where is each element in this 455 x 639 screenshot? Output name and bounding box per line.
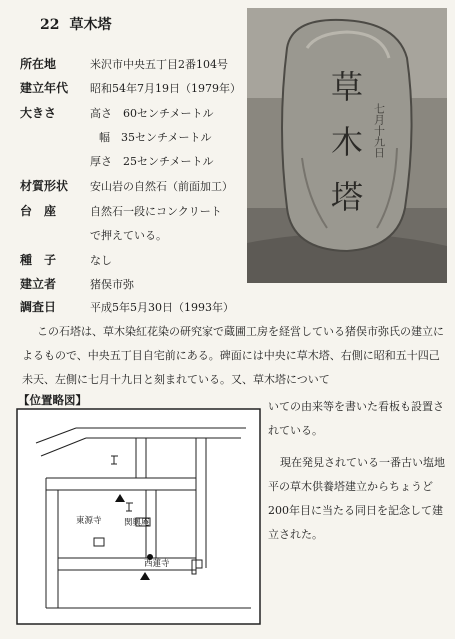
map-label-saihoji: 西蓮寺 [144, 559, 170, 569]
field-value-builder: 猪俣市弥 [90, 278, 134, 291]
field-label-size: 大きさ [20, 106, 57, 120]
field-value-seed: なし [90, 254, 112, 267]
monument-photo [247, 8, 447, 283]
field-label-location: 所在地 [20, 57, 57, 71]
field-label-pedestal: 台 座 [20, 204, 57, 218]
field-value-depth: 厚さ 25センチメートル [90, 155, 214, 168]
field-value-pedestal: 自然石一段にコンクリート [90, 205, 222, 218]
body-paragraph: この石塔は、草木染紅花染の研究家で蔵圃工房を経営している猪俣市弥氏の建立によるもので、中央五丁目自宅前にある。碑面には中央に草木塔、右側に昭和五十四己未天、左側に七月十九日と刻まれている。又、草木塔について [22, 325, 444, 386]
stone-char-3: 塔 [330, 178, 364, 216]
side-text [268, 395, 448, 547]
field-value-pedestal-cont: で押えている。 [90, 229, 167, 242]
stone-char-1: 草 [330, 68, 364, 106]
page-title [40, 14, 111, 34]
map-heading: 【位置略図】 [18, 393, 87, 407]
field-label-seed: 種 子 [20, 253, 57, 267]
stone-char-2: 木 [330, 123, 364, 161]
entry-title: 草木塔 [69, 17, 112, 33]
location-map [16, 408, 261, 625]
entry-number: 22 [40, 17, 60, 33]
field-label-material: 材質形状 [20, 179, 69, 193]
field-label-era: 建立年代 [20, 81, 69, 95]
stone-side-inscription: 七月十九日 [372, 103, 386, 158]
field-value-width: 幅 35センチメートル [99, 131, 212, 144]
field-label-builder: 建立者 [20, 277, 57, 291]
map-label-dokoan: 関興庵 [124, 518, 150, 528]
field-value-location: 米沢市中央五丁目2番104号 [90, 58, 228, 71]
field-value-material: 安山岩の自然石（前面加工） [90, 180, 233, 193]
field-value-height: 高さ 60センチメートル [90, 107, 214, 120]
field-label-survey-date: 調査日 [20, 300, 57, 314]
field-value-era: 昭和54年7月19日（1979年） [90, 82, 241, 95]
map-label-higashigenji: 東源寺 [76, 516, 102, 526]
field-value-survey-date: 平成5年5月30日（1993年） [90, 301, 234, 314]
side-text-continuation: いての由来等を書いた看板も設置されている。 [268, 400, 444, 437]
side-text-paragraph: 現在発見されている一番古い塩地平の草木供養塔建立からちょうど200年目に当たる同日を記念して建立された。 [268, 456, 445, 541]
